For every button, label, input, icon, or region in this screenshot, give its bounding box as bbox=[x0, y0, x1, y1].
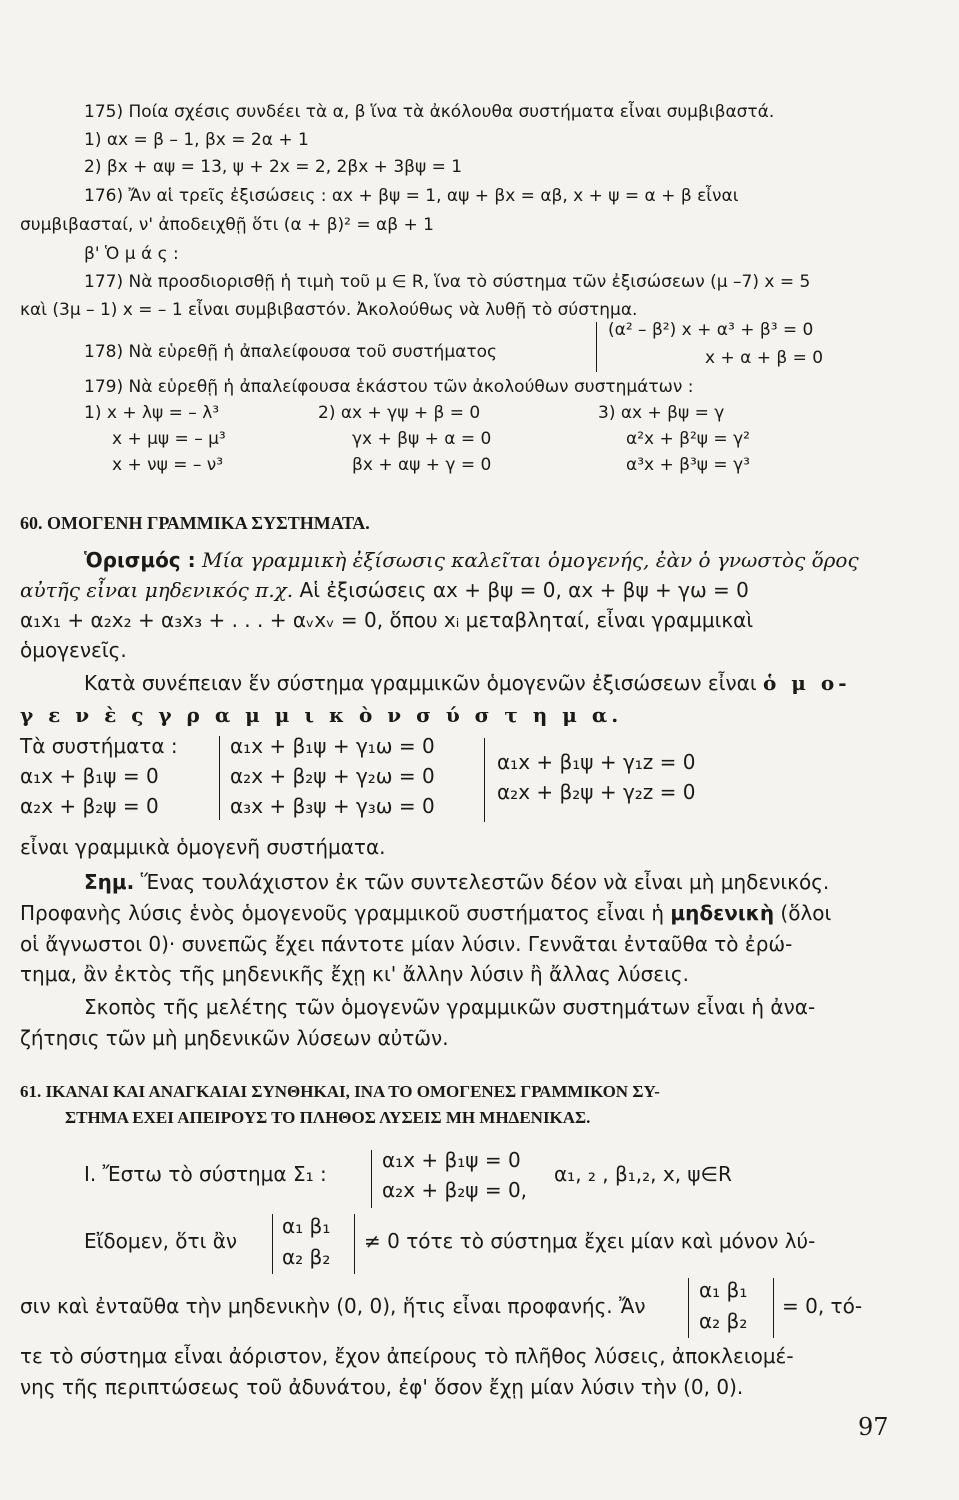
seen-text: Εἴδομεν, ὅτι ἂν bbox=[84, 1229, 238, 1253]
definition-text-cont: αὐτῆς εἶναι μηδενικός π.χ. bbox=[20, 578, 294, 602]
ex178-eq2: x + α + β = 0 bbox=[705, 348, 824, 368]
sysC-eq2: α₂x + β₂ψ + γ₂z = 0 bbox=[497, 780, 696, 804]
ex177-question: 177) Νὰ προσδιορισθῇ ἡ τιμὴ τοῦ μ ∈ R, ἵνα τὸ σύστημα τῶν ἐξισώσεων (μ –7) x = 5 bbox=[84, 272, 811, 292]
trivial-solution-line bbox=[20, 901, 831, 925]
ex179-s1-eq1: 1) x + λψ = – λ³ bbox=[84, 403, 220, 423]
definition-line1 bbox=[84, 548, 859, 572]
homogeneous-word: ὁμογενεῖς. bbox=[20, 638, 127, 662]
note-text: Ἕνας τουλάχιστον ἐκ τῶν συντελεστῶν δέον νὰ εἶναι μὴ μηδενικός. bbox=[134, 870, 830, 894]
sigma1-domain: α₁, ₂ , β₁,₂, x, ψ∈R bbox=[554, 1162, 732, 1186]
definition-examples: Αἱ ἐξισώσεις αx + βψ = 0, αx + βψ + γω = 0 bbox=[293, 578, 749, 602]
paragraph-line4: τημα, ἂν ἐκτὸς τῆς μηδενικῆς ἔχῃ κι' ἄλλην λύσιν ἢ ἄλλας λύσεις. bbox=[20, 962, 689, 986]
section-61-title-cont: ΣΤΗΜΑ ΕΧΕΙ ΑΠΕΙΡΟΥΣ ΤΟ ΠΛΗΘΟΣ ΛΥΣΕΙΣ ΜΗ ΜΗΔΕΝΙΚΑΣ. bbox=[65, 1108, 591, 1127]
trivial-text: Προφανὴς λύσις ἑνὸς ὁμογενοῦς γραμμικοῦ συστήματος εἶναι ἡ bbox=[20, 901, 671, 925]
definition-label: Ὁρισμός : bbox=[84, 548, 196, 572]
sigma1-eq2: α₂x + β₂ψ = 0, bbox=[382, 1178, 528, 1202]
det1-row1: α₁ β₁ bbox=[282, 1214, 331, 1238]
systems-conclusion: εἶναι γραμμικὰ ὁμογενῆ συστήματα. bbox=[20, 835, 386, 859]
det2-row1: α₁ β₁ bbox=[699, 1278, 748, 1302]
sysB-eq1: α₁x + β₁ψ + γ₁ω = 0 bbox=[230, 734, 435, 758]
sysA-eq2: α₂x + β₂ψ = 0 bbox=[20, 794, 159, 818]
det2-left-bar bbox=[688, 1278, 689, 1338]
sigma1-bar bbox=[371, 1150, 372, 1208]
section-60-title: 60. ΟΜΟΓΕΝΗ ΓΡΑΜΜΙΚΑ ΣΥΣΤΗΜΑΤΑ. bbox=[20, 513, 370, 533]
ex175-line2: 2) βx + αψ = 13, ψ + 2x = 2, 2βx + 3βψ = 1 bbox=[84, 157, 463, 177]
definition-line2 bbox=[20, 578, 749, 602]
det1-left-bar bbox=[272, 1214, 273, 1274]
ex176-question-cont: συμβιβασταί, ν' ἀποδειχθῇ ὅτι (α + β)² = αβ + 1 bbox=[20, 215, 434, 235]
sysB-eq2: α₂x + β₂ψ + γ₂ω = 0 bbox=[230, 764, 435, 788]
ex179-s1-eq3: x + νψ = – ν³ bbox=[112, 455, 224, 475]
det2-right-bar bbox=[773, 1278, 774, 1338]
det2-row2: α₂ β₂ bbox=[699, 1309, 748, 1333]
general-equation: α₁x₁ + α₂x₂ + α₃x₃ + . . . + αᵥxᵥ = 0, ὅπου xᵢ μεταβληταί, εἶναι γραμμικαὶ bbox=[20, 608, 754, 632]
paragraph-line3: οἱ ἄγνωστοι 0)· συνεπῶς ἔχει πάντοτε μίαν λύσιν. Γεννᾶται ἐνταῦθα τὸ ἐρώ- bbox=[20, 932, 793, 956]
ex178-eq1: (α² – β²) x + α³ + β³ = 0 bbox=[608, 320, 814, 340]
ex178-system-bar bbox=[596, 322, 597, 372]
system-sigma1-label: Ι. Ἔστω τὸ σύστημα Σ₁ : bbox=[84, 1162, 327, 1186]
sigma1-eq1: α₁x + β₁ψ = 0 bbox=[382, 1148, 521, 1172]
aim-line1: Σκοπὸς τῆς μελέτης τῶν ὁμογενῶν γραμμικῶν συστημάτων εἶναι ἡ ἀνα- bbox=[84, 995, 816, 1019]
det1-right-bar bbox=[354, 1214, 355, 1274]
systems-label: Τὰ συστήματα : bbox=[20, 734, 178, 758]
sysA-eq1: α₁x + β₁ψ = 0 bbox=[20, 764, 159, 788]
ex176-question: 176) Ἄν αἱ τρεῖς ἐξισώσεις : αx + βψ = 1, αψ + βx = αβ, x + ψ = α + β εἶναι bbox=[84, 186, 739, 206]
ex179-s2-eq3: βx + αψ + γ = 0 bbox=[352, 455, 492, 475]
ex179-s2-eq1: 2) αx + γψ + β = 0 bbox=[318, 403, 481, 423]
ex179-s3-eq1: 3) αx + βψ = γ bbox=[598, 403, 725, 423]
group-b-heading: β' Ὁ μ ά ς : bbox=[84, 244, 179, 264]
seen-rest: ≠ 0 τότε τὸ σύστημα ἔχει μίαν καὶ μόνον λύ- bbox=[364, 1229, 816, 1253]
sysB-eq3: α₃x + β₃ψ + γ₃ω = 0 bbox=[230, 794, 435, 818]
page-number: 97 bbox=[858, 1413, 889, 1441]
sysB-bar bbox=[219, 736, 220, 820]
det1-row2: α₂ β₂ bbox=[282, 1245, 331, 1269]
definition-text: Μία γραμμικὴ ἐξίσωσις καλεῖται ὁμογενής, ἐὰν ὁ γνωστὸς ὅρος bbox=[195, 548, 859, 572]
ex179-s3-eq2: α²x + β²ψ = γ² bbox=[626, 429, 750, 449]
consequence-text: Κατὰ συνέπειαν ἕν σύστημα γραμμικῶν ὁμογενῶν ἐξισώσεων εἶναι bbox=[84, 671, 757, 695]
section-61-title: 61. ΙΚΑΝΑΙ ΚΑΙ ΑΝΑΓΚΑΙΑΙ ΣΥΝΘΗΚΑΙ, ΙΝΑ ΤΟ ΟΜΟΓΕΝΕΣ ΓΡΑΜΜΙΚΟΝ ΣΥ- bbox=[20, 1082, 660, 1101]
ex175-line1: 1) αx = β – 1, βx = 2α + 1 bbox=[84, 130, 309, 150]
sysC-eq1: α₁x + β₁ψ + γ₁z = 0 bbox=[497, 750, 696, 774]
ex178-question: 178) Νὰ εὑρεθῇ ἡ ἀπαλείφουσα τοῦ συστήματος bbox=[84, 342, 497, 362]
ex179-s1-eq2: x + μψ = – μ³ bbox=[112, 429, 226, 449]
ex175-question: 175) Ποία σχέσις συνδέει τὰ α, β ἵνα τὰ ἀκόλουθα συστήματα εἶναι συμβιβαστά. bbox=[84, 102, 775, 122]
consequence-line1 bbox=[84, 671, 851, 695]
note-line bbox=[84, 870, 829, 894]
consequence-spaced: ὁ μ ο- bbox=[762, 671, 851, 695]
aim-line2: ζήτησις τῶν μὴ μηδενικῶν λύσεων αὐτῶν. bbox=[20, 1026, 449, 1050]
conclusion-line1: τε τὸ σύστημα εἶναι ἀόριστον, ἔχον ἀπείρους τὸ πλῆθος λύσεις, ἀποκλειομέ- bbox=[20, 1344, 794, 1368]
ex179-question: 179) Νὰ εὑρεθῇ ἡ ἀπαλείφουσα ἑκάστου τῶν ἀκολούθων συστημάτων : bbox=[84, 377, 694, 397]
homogeneous-system-term: γ ε ν ὲ ς γ ρ α μ μ ι κ ὸ ν σ ύ σ τ η μ α. bbox=[20, 703, 623, 727]
zero-solution-term: μηδενικὴ bbox=[670, 901, 775, 925]
ex179-s3-eq3: α³x + β³ψ = γ³ bbox=[626, 455, 750, 475]
ex179-s2-eq2: γx + βψ + α = 0 bbox=[352, 429, 492, 449]
consequence-line2 bbox=[20, 703, 622, 727]
solution-rest: = 0, τό- bbox=[782, 1294, 863, 1318]
ex177-question-cont: καὶ (3μ – 1) x = – 1 εἶναι συμβιβαστόν. Ἀκολούθως νὰ λυθῇ τὸ σύστημα. bbox=[20, 300, 638, 320]
solution-line: σιν καὶ ἐνταῦθα τὴν μηδενικὴν (0, 0), ἥτις εἶναι προφανής. Ἄν bbox=[20, 1294, 646, 1318]
sysC-bar bbox=[484, 738, 485, 822]
trivial-text-end: (ὅλοι bbox=[774, 901, 832, 925]
note-label: Σημ. bbox=[84, 870, 135, 894]
conclusion-line2: νης τῆς περιπτώσεως τοῦ ἀδυνάτου, ἐφ' ὅσον ἔχῃ μίαν λύσιν τὴν (0, 0). bbox=[20, 1375, 744, 1399]
